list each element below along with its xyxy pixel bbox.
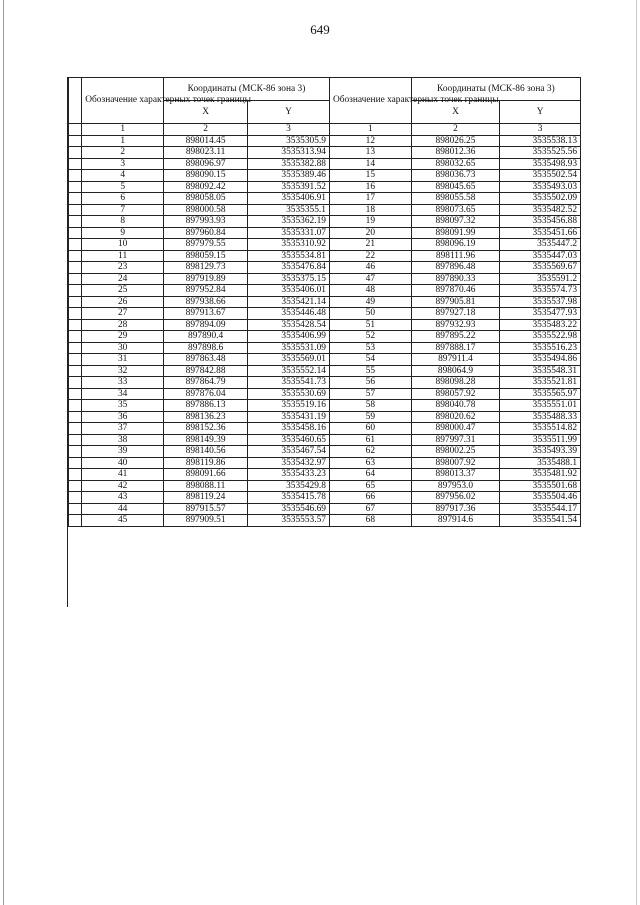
column-number: 1 xyxy=(329,124,411,136)
header-x-right: X xyxy=(411,101,499,124)
coordinates-table xyxy=(68,77,581,527)
point-id-right: 54 xyxy=(329,354,411,366)
y-value-right: 3535548.31 xyxy=(500,365,581,377)
y-value-right: 3535493.39 xyxy=(500,446,581,458)
y-value-left: 3535552.14 xyxy=(248,365,330,377)
x-value-right: 897953.0 xyxy=(411,480,499,492)
y-value-right: 3535538.13 xyxy=(500,135,581,147)
point-id-right: 46 xyxy=(329,262,411,274)
x-value-right: 897917.36 xyxy=(411,503,499,515)
y-value-left: 3535406.01 xyxy=(248,285,330,297)
table-row xyxy=(69,446,581,458)
table-row xyxy=(69,250,581,262)
y-value-right: 3535482.52 xyxy=(500,204,581,216)
coordinates-table-container xyxy=(68,77,581,527)
y-value-right: 3535516.23 xyxy=(500,342,581,354)
point-id-left: 7 xyxy=(82,204,164,216)
y-value-left: 3535305.9 xyxy=(248,135,330,147)
point-id-right: 59 xyxy=(329,411,411,423)
table-row xyxy=(69,515,581,527)
table-row xyxy=(69,227,581,239)
x-value-left: 897952.84 xyxy=(164,285,248,297)
point-id-left: 30 xyxy=(82,342,164,354)
scan-edge-right xyxy=(636,0,637,905)
x-value-left: 897960.84 xyxy=(164,227,248,239)
x-value-right: 898073.65 xyxy=(411,204,499,216)
y-value-right: 3535477.93 xyxy=(500,308,581,320)
x-value-left: 897898.6 xyxy=(164,342,248,354)
y-value-left: 3535476.84 xyxy=(248,262,330,274)
x-value-left: 897909.51 xyxy=(164,515,248,527)
x-value-right: 898091.99 xyxy=(411,227,499,239)
x-value-right: 897927.18 xyxy=(411,308,499,320)
point-id-left: 42 xyxy=(82,480,164,492)
y-value-right: 3535498.93 xyxy=(500,158,581,170)
x-value-right: 897890.33 xyxy=(411,273,499,285)
y-value-left: 3535460.65 xyxy=(248,434,330,446)
x-value-right: 897870.46 xyxy=(411,285,499,297)
table-row xyxy=(69,503,581,515)
point-id-right: 51 xyxy=(329,319,411,331)
point-id-left: 29 xyxy=(82,331,164,343)
y-value-left: 3535428.54 xyxy=(248,319,330,331)
x-value-left: 898014.45 xyxy=(164,135,248,147)
point-id-left: 2 xyxy=(82,147,164,159)
y-value-left: 3535421.14 xyxy=(248,296,330,308)
scan-edge-left xyxy=(3,0,4,905)
table-row xyxy=(69,411,581,423)
point-id-left: 24 xyxy=(82,273,164,285)
y-value-left: 3535569.01 xyxy=(248,354,330,366)
y-value-right: 3535502.09 xyxy=(500,193,581,205)
point-id-left: 8 xyxy=(82,216,164,228)
point-id-right: 52 xyxy=(329,331,411,343)
x-value-left: 898129.73 xyxy=(164,262,248,274)
table-row xyxy=(69,262,581,274)
gutter-cell xyxy=(69,181,82,193)
y-value-left: 3535541.73 xyxy=(248,377,330,389)
point-id-right: 64 xyxy=(329,469,411,481)
y-value-left: 3535534.81 xyxy=(248,250,330,262)
point-id-left: 4 xyxy=(82,170,164,182)
gutter-cell xyxy=(69,319,82,331)
x-value-right: 897956.02 xyxy=(411,492,499,504)
point-id-left: 10 xyxy=(82,239,164,251)
point-id-left: 27 xyxy=(82,308,164,320)
gutter-cell xyxy=(69,239,82,251)
point-id-left: 11 xyxy=(82,250,164,262)
point-id-left: 26 xyxy=(82,296,164,308)
x-value-right: 897997.31 xyxy=(411,434,499,446)
y-value-left: 3535531.09 xyxy=(248,342,330,354)
table-row xyxy=(69,423,581,435)
table-row xyxy=(69,480,581,492)
x-value-left: 897915.57 xyxy=(164,503,248,515)
y-value-left: 3535391.52 xyxy=(248,181,330,193)
point-id-left: 45 xyxy=(82,515,164,527)
table-row xyxy=(69,193,581,205)
point-id-right: 16 xyxy=(329,181,411,193)
point-id-left: 41 xyxy=(82,469,164,481)
point-id-right: 66 xyxy=(329,492,411,504)
point-id-left: 1 xyxy=(82,135,164,147)
gutter-cell xyxy=(69,469,82,481)
point-id-left: 9 xyxy=(82,227,164,239)
point-id-left: 25 xyxy=(82,285,164,297)
x-value-left: 898136.23 xyxy=(164,411,248,423)
point-id-left: 34 xyxy=(82,388,164,400)
column-number: 2 xyxy=(411,124,499,136)
x-value-right: 898045.65 xyxy=(411,181,499,193)
table-row xyxy=(69,181,581,193)
gutter-cell xyxy=(69,400,82,412)
y-value-left: 3535467.54 xyxy=(248,446,330,458)
point-id-left: 36 xyxy=(82,411,164,423)
x-value-right: 898096.19 xyxy=(411,239,499,251)
gutter-cell xyxy=(69,515,82,527)
x-value-left: 898119.86 xyxy=(164,457,248,469)
x-value-right: 898057.92 xyxy=(411,388,499,400)
x-value-right: 898020.62 xyxy=(411,411,499,423)
y-value-right: 3535494.86 xyxy=(500,354,581,366)
point-id-right: 55 xyxy=(329,365,411,377)
table-row xyxy=(69,492,581,504)
table-row xyxy=(69,273,581,285)
x-value-right: 898111.96 xyxy=(411,250,499,262)
x-value-left: 897864.79 xyxy=(164,377,248,389)
point-id-right: 67 xyxy=(329,503,411,515)
y-value-right: 3535544.17 xyxy=(500,503,581,515)
gutter-cell xyxy=(69,285,82,297)
table-row xyxy=(69,319,581,331)
point-id-right: 49 xyxy=(329,296,411,308)
y-value-right: 3535447.03 xyxy=(500,250,581,262)
gutter-cell xyxy=(69,423,82,435)
y-value-left: 3535458.16 xyxy=(248,423,330,435)
y-value-right: 3535493.03 xyxy=(500,181,581,193)
point-id-right: 62 xyxy=(329,446,411,458)
gutter-cell xyxy=(69,204,82,216)
table-row xyxy=(69,377,581,389)
point-id-right: 12 xyxy=(329,135,411,147)
x-value-right: 898026.25 xyxy=(411,135,499,147)
gutter-cell xyxy=(69,365,82,377)
gutter-cell xyxy=(69,135,82,147)
x-value-left: 898000.58 xyxy=(164,204,248,216)
x-value-right: 898064.9 xyxy=(411,365,499,377)
x-value-left: 897842.88 xyxy=(164,365,248,377)
y-value-left: 3535406.99 xyxy=(248,331,330,343)
x-value-left: 897894.09 xyxy=(164,319,248,331)
gutter-cell xyxy=(69,388,82,400)
table-row xyxy=(69,469,581,481)
table-row xyxy=(69,158,581,170)
x-value-left: 898152.36 xyxy=(164,423,248,435)
gutter-cell xyxy=(69,492,82,504)
gutter-cell xyxy=(69,457,82,469)
x-value-left: 898092.42 xyxy=(164,181,248,193)
table-row xyxy=(69,342,581,354)
y-value-right: 3535481.92 xyxy=(500,469,581,481)
y-value-left: 3535310.92 xyxy=(248,239,330,251)
y-value-left: 3535446.48 xyxy=(248,308,330,320)
y-value-left: 3535519.16 xyxy=(248,400,330,412)
point-id-right: 53 xyxy=(329,342,411,354)
x-value-right: 897888.17 xyxy=(411,342,499,354)
point-id-left: 32 xyxy=(82,365,164,377)
x-value-left: 897890.4 xyxy=(164,331,248,343)
gutter-cell xyxy=(69,503,82,515)
table-left-rule xyxy=(67,77,68,607)
x-value-right: 898097.32 xyxy=(411,216,499,228)
x-value-right: 897895.22 xyxy=(411,331,499,343)
gutter-cell xyxy=(69,124,82,136)
table-header-row xyxy=(69,78,581,101)
x-value-left: 897993.93 xyxy=(164,216,248,228)
y-value-left: 3535433.23 xyxy=(248,469,330,481)
gutter-cell xyxy=(69,216,82,228)
y-value-right: 3535504.46 xyxy=(500,492,581,504)
x-value-right: 897932.93 xyxy=(411,319,499,331)
gutter-cell xyxy=(69,227,82,239)
gutter-cell xyxy=(69,170,82,182)
point-id-right: 17 xyxy=(329,193,411,205)
y-value-right: 3535569.67 xyxy=(500,262,581,274)
y-value-left: 3535530.69 xyxy=(248,388,330,400)
y-value-right: 3535483.22 xyxy=(500,319,581,331)
point-id-left: 40 xyxy=(82,457,164,469)
x-value-left: 898119.24 xyxy=(164,492,248,504)
gutter-cell xyxy=(69,411,82,423)
x-value-right: 898000.47 xyxy=(411,423,499,435)
gutter-cell xyxy=(69,342,82,354)
y-value-right: 3535551.01 xyxy=(500,400,581,412)
point-id-left: 39 xyxy=(82,446,164,458)
x-value-left: 898149.39 xyxy=(164,434,248,446)
y-value-left: 3535415.78 xyxy=(248,492,330,504)
y-value-left: 3535355.1 xyxy=(248,204,330,216)
gutter-cell xyxy=(69,434,82,446)
table-row xyxy=(69,457,581,469)
point-id-right: 68 xyxy=(329,515,411,527)
y-value-right: 3535514.82 xyxy=(500,423,581,435)
x-value-left: 898140.56 xyxy=(164,446,248,458)
point-id-right: 15 xyxy=(329,170,411,182)
point-id-right: 61 xyxy=(329,434,411,446)
gutter-cell xyxy=(69,193,82,205)
y-value-left: 3535406.91 xyxy=(248,193,330,205)
point-id-left: 43 xyxy=(82,492,164,504)
y-value-right: 3535447.2 xyxy=(500,239,581,251)
x-value-right: 897914.6 xyxy=(411,515,499,527)
point-id-right: 57 xyxy=(329,388,411,400)
gutter-cell xyxy=(69,78,82,124)
y-value-right: 3535525.56 xyxy=(500,147,581,159)
y-value-left: 3535546.69 xyxy=(248,503,330,515)
x-value-right: 898032.65 xyxy=(411,158,499,170)
y-value-left: 3535362.19 xyxy=(248,216,330,228)
y-value-left: 3535313.94 xyxy=(248,147,330,159)
point-id-right: 20 xyxy=(329,227,411,239)
table-row xyxy=(69,434,581,446)
gutter-cell xyxy=(69,250,82,262)
y-value-right: 3535488.1 xyxy=(500,457,581,469)
x-value-left: 897863.48 xyxy=(164,354,248,366)
x-value-left: 897979.55 xyxy=(164,239,248,251)
y-value-right: 3535591.2 xyxy=(500,273,581,285)
x-value-left: 898088.11 xyxy=(164,480,248,492)
header-point-label-right: Обозначение характерных точек границы xyxy=(329,78,411,124)
y-value-right: 3535501.68 xyxy=(500,480,581,492)
gutter-cell xyxy=(69,480,82,492)
table-row xyxy=(69,147,581,159)
x-value-right: 898036.73 xyxy=(411,170,499,182)
y-value-right: 3535451.66 xyxy=(500,227,581,239)
gutter-cell xyxy=(69,147,82,159)
column-number: 1 xyxy=(82,124,164,136)
point-id-left: 33 xyxy=(82,377,164,389)
gutter-cell xyxy=(69,446,82,458)
table-body xyxy=(69,124,581,527)
gutter-cell xyxy=(69,158,82,170)
x-value-right: 898013.37 xyxy=(411,469,499,481)
point-id-right: 47 xyxy=(329,273,411,285)
table-row xyxy=(69,296,581,308)
y-value-left: 3535432.97 xyxy=(248,457,330,469)
point-id-left: 5 xyxy=(82,181,164,193)
x-value-right: 897896.48 xyxy=(411,262,499,274)
x-value-right: 898007.92 xyxy=(411,457,499,469)
table-row xyxy=(69,204,581,216)
gutter-cell xyxy=(69,331,82,343)
gutter-cell xyxy=(69,262,82,274)
x-value-right: 898040.78 xyxy=(411,400,499,412)
header-y-right: Y xyxy=(500,101,581,124)
y-value-right: 3535521.81 xyxy=(500,377,581,389)
header-x-left: X xyxy=(164,101,248,124)
point-id-left: 6 xyxy=(82,193,164,205)
y-value-right: 3535541.54 xyxy=(500,515,581,527)
point-id-right: 22 xyxy=(329,250,411,262)
y-value-right: 3535537.98 xyxy=(500,296,581,308)
y-value-right: 3535502.54 xyxy=(500,170,581,182)
y-value-right: 3535522.98 xyxy=(500,331,581,343)
page-number: 649 xyxy=(310,22,330,37)
point-id-right: 56 xyxy=(329,377,411,389)
x-value-left: 898096.97 xyxy=(164,158,248,170)
point-id-right: 13 xyxy=(329,147,411,159)
point-id-right: 50 xyxy=(329,308,411,320)
header-coords-right: Координаты (МСК-86 зона 3) xyxy=(411,78,580,101)
y-value-right: 3535511.99 xyxy=(500,434,581,446)
point-id-right: 48 xyxy=(329,285,411,297)
y-value-left: 3535553.57 xyxy=(248,515,330,527)
table-row xyxy=(69,400,581,412)
point-id-right: 63 xyxy=(329,457,411,469)
x-value-left: 897919.89 xyxy=(164,273,248,285)
point-id-left: 38 xyxy=(82,434,164,446)
y-value-right: 3535488.33 xyxy=(500,411,581,423)
header-coords-left: Координаты (МСК-86 зона 3) xyxy=(164,78,330,101)
y-value-left: 3535331.07 xyxy=(248,227,330,239)
point-id-left: 35 xyxy=(82,400,164,412)
column-number: 2 xyxy=(164,124,248,136)
gutter-cell xyxy=(69,296,82,308)
table-row xyxy=(69,135,581,147)
x-value-right: 897911.4 xyxy=(411,354,499,366)
x-value-right: 898055.58 xyxy=(411,193,499,205)
table-row xyxy=(69,354,581,366)
point-id-right: 65 xyxy=(329,480,411,492)
table-row xyxy=(69,308,581,320)
point-id-left: 28 xyxy=(82,319,164,331)
table-row xyxy=(69,388,581,400)
point-id-right: 60 xyxy=(329,423,411,435)
gutter-cell xyxy=(69,308,82,320)
y-value-left: 3535389.46 xyxy=(248,170,330,182)
gutter-cell xyxy=(69,273,82,285)
y-value-right: 3535456.88 xyxy=(500,216,581,228)
column-number: 3 xyxy=(248,124,330,136)
x-value-left: 898090.15 xyxy=(164,170,248,182)
table-row xyxy=(69,170,581,182)
table-row xyxy=(69,365,581,377)
point-id-right: 14 xyxy=(329,158,411,170)
x-value-right: 898002.25 xyxy=(411,446,499,458)
x-value-right: 898098.28 xyxy=(411,377,499,389)
column-number-row xyxy=(69,124,581,136)
point-id-right: 19 xyxy=(329,216,411,228)
x-value-left: 897938.66 xyxy=(164,296,248,308)
x-value-left: 897886.13 xyxy=(164,400,248,412)
point-id-right: 58 xyxy=(329,400,411,412)
table-row xyxy=(69,331,581,343)
x-value-left: 898091.66 xyxy=(164,469,248,481)
point-id-right: 21 xyxy=(329,239,411,251)
x-value-right: 897905.81 xyxy=(411,296,499,308)
y-value-left: 3535431.19 xyxy=(248,411,330,423)
table-row xyxy=(69,239,581,251)
point-id-right: 18 xyxy=(329,204,411,216)
gutter-cell xyxy=(69,354,82,366)
y-value-right: 3535574.73 xyxy=(500,285,581,297)
header-point-label-left: Обозначение характерных точек границы xyxy=(82,78,164,124)
table-row xyxy=(69,285,581,297)
point-id-left: 37 xyxy=(82,423,164,435)
x-value-right: 898012.36 xyxy=(411,147,499,159)
y-value-left: 3535375.15 xyxy=(248,273,330,285)
y-value-right: 3535565.97 xyxy=(500,388,581,400)
y-value-left: 3535429.8 xyxy=(248,480,330,492)
x-value-left: 898059.15 xyxy=(164,250,248,262)
column-number: 3 xyxy=(500,124,581,136)
x-value-left: 897876.04 xyxy=(164,388,248,400)
point-id-left: 3 xyxy=(82,158,164,170)
x-value-left: 898058.05 xyxy=(164,193,248,205)
point-id-left: 31 xyxy=(82,354,164,366)
x-value-left: 898023.11 xyxy=(164,147,248,159)
header-y-left: Y xyxy=(248,101,330,124)
point-id-left: 23 xyxy=(82,262,164,274)
gutter-cell xyxy=(69,377,82,389)
y-value-left: 3535382.88 xyxy=(248,158,330,170)
point-id-left: 44 xyxy=(82,503,164,515)
table-row xyxy=(69,216,581,228)
x-value-left: 897913.67 xyxy=(164,308,248,320)
